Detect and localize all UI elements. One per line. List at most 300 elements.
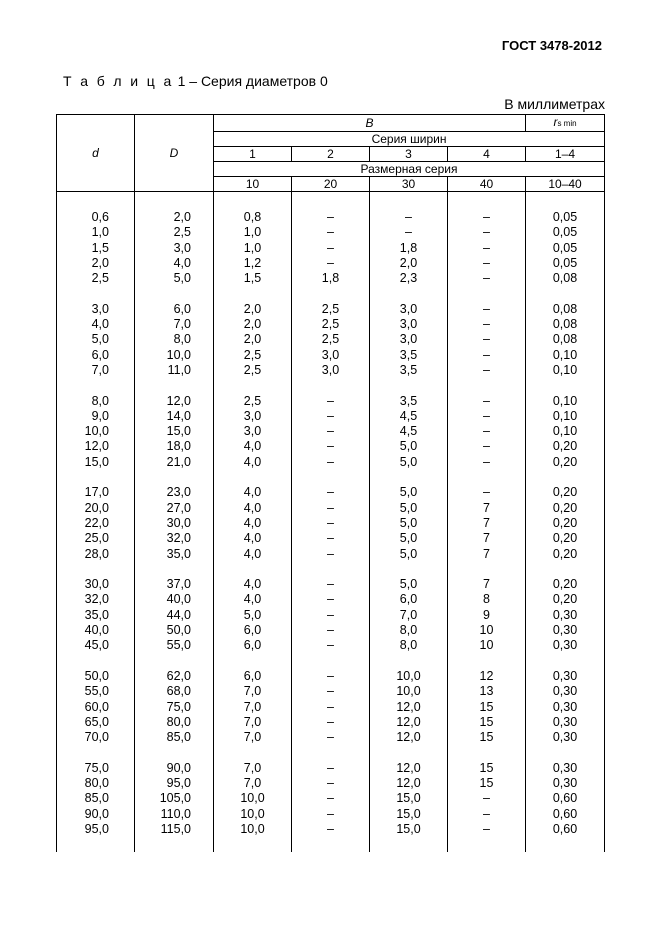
header-d: d <box>57 115 135 192</box>
table-row <box>57 332 605 347</box>
table-row <box>57 822 605 837</box>
cell-d: 2,5 <box>57 271 135 286</box>
cell-d: 1,0 <box>57 225 135 240</box>
cell-B4: 8 <box>448 592 526 607</box>
spacer-cell <box>526 745 605 760</box>
cell-B3: 12,0 <box>370 776 448 791</box>
cell-B3: 15,0 <box>370 791 448 806</box>
spacer-cell <box>292 562 370 577</box>
cell-B3: 3,5 <box>370 348 448 363</box>
cell-D: 27,0 <box>135 501 214 516</box>
cell-B3: 5,0 <box>370 485 448 500</box>
spacer-cell <box>135 470 214 485</box>
cell-d: 20,0 <box>57 501 135 516</box>
cell-d: 15,0 <box>57 455 135 470</box>
spacer-cell <box>57 837 135 852</box>
spacer-cell <box>526 192 605 211</box>
cell-B3: 12,0 <box>370 715 448 730</box>
cell-d: 5,0 <box>57 332 135 347</box>
cell-r-s-min: 0,30 <box>526 776 605 791</box>
cell-B2: – <box>292 715 370 730</box>
cell-B4: 10 <box>448 623 526 638</box>
cell-d: 22,0 <box>57 516 135 531</box>
cell-B2: – <box>292 394 370 409</box>
cell-r-s-min: 0,10 <box>526 348 605 363</box>
cell-B3: 5,0 <box>370 439 448 454</box>
group-spacer-row <box>57 562 605 577</box>
spacer-cell <box>448 654 526 669</box>
cell-B3: 1,8 <box>370 241 448 256</box>
header-width-series-cell: 1–4 <box>526 147 605 162</box>
cell-D: 85,0 <box>135 730 214 745</box>
cell-D: 50,0 <box>135 623 214 638</box>
cell-B2: – <box>292 225 370 240</box>
table-row <box>57 700 605 715</box>
spacer-cell <box>292 745 370 760</box>
cell-B4: 15 <box>448 715 526 730</box>
table-row <box>57 547 605 562</box>
spacer-cell <box>370 286 448 301</box>
header-width-series-cell: 2 <box>292 147 370 162</box>
cell-B1: 4,0 <box>214 455 292 470</box>
cell-B3: 15,0 <box>370 822 448 837</box>
cell-B1: 1,5 <box>214 271 292 286</box>
cell-r-s-min: 0,60 <box>526 822 605 837</box>
spacer-cell <box>448 192 526 211</box>
cell-B3: 6,0 <box>370 592 448 607</box>
cell-B3: 8,0 <box>370 638 448 653</box>
table-row <box>57 761 605 776</box>
cell-B1: 7,0 <box>214 700 292 715</box>
cell-B2: – <box>292 623 370 638</box>
cell-B1: 2,0 <box>214 332 292 347</box>
cell-B3: 8,0 <box>370 623 448 638</box>
cell-B1: 6,0 <box>214 638 292 653</box>
cell-r-s-min: 0,20 <box>526 439 605 454</box>
cell-B3: – <box>370 210 448 225</box>
cell-B1: 3,0 <box>214 409 292 424</box>
spacer-cell <box>214 286 292 301</box>
header-r-sub: s min <box>557 119 577 128</box>
cell-d: 55,0 <box>57 684 135 699</box>
spacer-cell <box>448 286 526 301</box>
spacer-cell <box>135 286 214 301</box>
spacer-cell <box>448 837 526 852</box>
table-row <box>57 638 605 653</box>
cell-D: 105,0 <box>135 791 214 806</box>
table-row <box>57 409 605 424</box>
spacer-cell <box>292 470 370 485</box>
cell-D: 8,0 <box>135 332 214 347</box>
cell-r-s-min: 0,20 <box>526 455 605 470</box>
group-spacer-row <box>57 654 605 669</box>
cell-B1: 2,5 <box>214 394 292 409</box>
cell-B2: 3,0 <box>292 348 370 363</box>
cell-B3: 4,5 <box>370 409 448 424</box>
cell-B1: 6,0 <box>214 623 292 638</box>
cell-B3: 12,0 <box>370 700 448 715</box>
cell-B1: 7,0 <box>214 715 292 730</box>
cell-B2: 2,5 <box>292 302 370 317</box>
cell-B2: – <box>292 501 370 516</box>
table-header <box>57 115 605 192</box>
cell-B3: 5,0 <box>370 577 448 592</box>
cell-B1: 7,0 <box>214 761 292 776</box>
cell-d: 40,0 <box>57 623 135 638</box>
cell-D: 3,0 <box>135 241 214 256</box>
table-row <box>57 241 605 256</box>
group-spacer-row <box>57 192 605 211</box>
group-spacer-row <box>57 745 605 760</box>
cell-B1: 4,0 <box>214 531 292 546</box>
cell-B3: 3,5 <box>370 394 448 409</box>
spacer-cell <box>135 745 214 760</box>
cell-D: 6,0 <box>135 302 214 317</box>
table-row <box>57 210 605 225</box>
cell-B1: 2,0 <box>214 317 292 332</box>
cell-B3: 10,0 <box>370 684 448 699</box>
cell-D: 21,0 <box>135 455 214 470</box>
units-note: В миллиметрах <box>504 96 605 112</box>
cell-B1: 4,0 <box>214 577 292 592</box>
table-row <box>57 424 605 439</box>
cell-B2: 2,5 <box>292 317 370 332</box>
spacer-cell <box>448 470 526 485</box>
table-row <box>57 317 605 332</box>
cell-B3: 5,0 <box>370 501 448 516</box>
table-row <box>57 348 605 363</box>
cell-d: 45,0 <box>57 638 135 653</box>
cell-D: 37,0 <box>135 577 214 592</box>
cell-r-s-min: 0,30 <box>526 623 605 638</box>
cell-B3: 5,0 <box>370 516 448 531</box>
header-dim-series-cell: 10–40 <box>526 177 605 192</box>
cell-r-s-min: 0,30 <box>526 684 605 699</box>
cell-B2: – <box>292 439 370 454</box>
cell-r-s-min: 0,20 <box>526 501 605 516</box>
cell-D: 7,0 <box>135 317 214 332</box>
table-row <box>57 394 605 409</box>
table-row <box>57 577 605 592</box>
cell-B2: – <box>292 669 370 684</box>
cell-D: 80,0 <box>135 715 214 730</box>
cell-B1: 10,0 <box>214 807 292 822</box>
cell-d: 25,0 <box>57 531 135 546</box>
cell-D: 95,0 <box>135 776 214 791</box>
spacer-cell <box>448 562 526 577</box>
cell-B4: – <box>448 822 526 837</box>
table-row <box>57 669 605 684</box>
spacer-cell <box>214 192 292 211</box>
cell-d: 4,0 <box>57 317 135 332</box>
spacer-cell <box>526 286 605 301</box>
header-dim-series-cell: 40 <box>448 177 526 192</box>
group-spacer-row <box>57 470 605 485</box>
spacer-cell <box>526 378 605 393</box>
cell-B1: 4,0 <box>214 439 292 454</box>
cell-r-s-min: 0,05 <box>526 225 605 240</box>
cell-B2: – <box>292 210 370 225</box>
cell-D: 30,0 <box>135 516 214 531</box>
cell-r-s-min: 0,10 <box>526 409 605 424</box>
cell-B2: – <box>292 761 370 776</box>
spacer-cell <box>292 837 370 852</box>
cell-d: 35,0 <box>57 608 135 623</box>
cell-B4: – <box>448 409 526 424</box>
table-row <box>57 363 605 378</box>
header-B: B <box>214 115 526 132</box>
table-row <box>57 592 605 607</box>
spacer-cell <box>135 837 214 852</box>
cell-r-s-min: 0,30 <box>526 715 605 730</box>
cell-d: 85,0 <box>57 791 135 806</box>
spacer-cell <box>526 654 605 669</box>
cell-r-s-min: 0,10 <box>526 363 605 378</box>
spacer-cell <box>135 192 214 211</box>
header-D: D <box>135 115 214 192</box>
cell-B3: 3,5 <box>370 363 448 378</box>
cell-B3: 3,0 <box>370 332 448 347</box>
table-tail-row <box>57 837 605 852</box>
cell-B1: 1,0 <box>214 241 292 256</box>
table-row <box>57 776 605 791</box>
cell-B2: – <box>292 577 370 592</box>
cell-B3: 2,0 <box>370 256 448 271</box>
cell-B4: 7 <box>448 531 526 546</box>
cell-B1: 2,5 <box>214 348 292 363</box>
table-caption-label: Т а б л и ц а <box>63 73 174 89</box>
cell-B2: 3,0 <box>292 363 370 378</box>
spacer-cell <box>526 562 605 577</box>
spacer-cell <box>526 470 605 485</box>
cell-r-s-min: 0,30 <box>526 638 605 653</box>
cell-d: 7,0 <box>57 363 135 378</box>
spacer-cell <box>370 562 448 577</box>
cell-d: 10,0 <box>57 424 135 439</box>
cell-r-s-min: 0,05 <box>526 256 605 271</box>
cell-B3: 5,0 <box>370 531 448 546</box>
table-row <box>57 302 605 317</box>
cell-B4: 7 <box>448 516 526 531</box>
table-row <box>57 730 605 745</box>
spacer-cell <box>448 378 526 393</box>
spacer-cell <box>292 378 370 393</box>
header-width-series-cell: 4 <box>448 147 526 162</box>
cell-D: 68,0 <box>135 684 214 699</box>
cell-B4: – <box>448 485 526 500</box>
cell-B2: 1,8 <box>292 271 370 286</box>
spacer-cell <box>57 562 135 577</box>
cell-d: 30,0 <box>57 577 135 592</box>
cell-r-s-min: 0,05 <box>526 241 605 256</box>
cell-D: 15,0 <box>135 424 214 439</box>
cell-B1: 7,0 <box>214 776 292 791</box>
cell-D: 11,0 <box>135 363 214 378</box>
spacer-cell <box>214 470 292 485</box>
cell-B2: – <box>292 730 370 745</box>
spacer-cell <box>57 745 135 760</box>
header-r-main: r <box>553 115 558 129</box>
cell-B1: 10,0 <box>214 822 292 837</box>
cell-r-s-min: 0,05 <box>526 210 605 225</box>
cell-B4: 15 <box>448 730 526 745</box>
cell-r-s-min: 0,20 <box>526 577 605 592</box>
cell-B3: 4,5 <box>370 424 448 439</box>
spacer-cell <box>214 562 292 577</box>
cell-B2: – <box>292 684 370 699</box>
header-r-s-min <box>526 115 605 132</box>
table-row <box>57 531 605 546</box>
cell-B3: 10,0 <box>370 669 448 684</box>
table-row <box>57 791 605 806</box>
cell-B4: – <box>448 455 526 470</box>
table-caption-title: 1 – Серия диаметров 0 <box>173 73 328 89</box>
header-row-1 <box>57 115 605 132</box>
cell-B2: – <box>292 485 370 500</box>
table-row <box>57 501 605 516</box>
cell-B4: 13 <box>448 684 526 699</box>
cell-d: 50,0 <box>57 669 135 684</box>
cell-B1: 7,0 <box>214 730 292 745</box>
cell-B4: – <box>448 256 526 271</box>
cell-d: 2,0 <box>57 256 135 271</box>
cell-r-s-min: 0,08 <box>526 332 605 347</box>
cell-r-s-min: 0,20 <box>526 547 605 562</box>
cell-B3: 15,0 <box>370 807 448 822</box>
cell-d: 1,5 <box>57 241 135 256</box>
spacer-cell <box>57 192 135 211</box>
cell-d: 60,0 <box>57 700 135 715</box>
cell-d: 28,0 <box>57 547 135 562</box>
cell-B3: – <box>370 225 448 240</box>
table-row <box>57 623 605 638</box>
table-row <box>57 608 605 623</box>
cell-d: 3,0 <box>57 302 135 317</box>
cell-D: 35,0 <box>135 547 214 562</box>
cell-d: 95,0 <box>57 822 135 837</box>
cell-d: 80,0 <box>57 776 135 791</box>
cell-B3: 3,0 <box>370 317 448 332</box>
cell-B4: – <box>448 807 526 822</box>
cell-D: 75,0 <box>135 700 214 715</box>
table-row <box>57 715 605 730</box>
cell-r-s-min: 0,30 <box>526 669 605 684</box>
cell-D: 12,0 <box>135 394 214 409</box>
spacer-cell <box>57 378 135 393</box>
cell-B4: 7 <box>448 501 526 516</box>
cell-B4: – <box>448 394 526 409</box>
table-row <box>57 271 605 286</box>
spacer-cell <box>57 654 135 669</box>
group-spacer-row <box>57 286 605 301</box>
spacer-cell <box>292 286 370 301</box>
cell-B3: 7,0 <box>370 608 448 623</box>
cell-d: 32,0 <box>57 592 135 607</box>
cell-D: 10,0 <box>135 348 214 363</box>
cell-D: 32,0 <box>135 531 214 546</box>
cell-B1: 10,0 <box>214 791 292 806</box>
table-row <box>57 439 605 454</box>
cell-B3: 5,0 <box>370 547 448 562</box>
cell-B1: 4,0 <box>214 547 292 562</box>
cell-B3: 3,0 <box>370 302 448 317</box>
cell-d: 17,0 <box>57 485 135 500</box>
cell-B4: 7 <box>448 577 526 592</box>
cell-B3: 12,0 <box>370 761 448 776</box>
cell-B3: 5,0 <box>370 455 448 470</box>
cell-B2: – <box>292 424 370 439</box>
table-row <box>57 807 605 822</box>
header-dim-series-cell: 20 <box>292 177 370 192</box>
cell-B4: – <box>448 225 526 240</box>
spacer-cell <box>57 286 135 301</box>
cell-d: 9,0 <box>57 409 135 424</box>
cell-B1: 1,2 <box>214 256 292 271</box>
cell-B4: – <box>448 348 526 363</box>
spacer-cell <box>370 378 448 393</box>
cell-r-s-min: 0,10 <box>526 394 605 409</box>
cell-B3: 12,0 <box>370 730 448 745</box>
spacer-cell <box>370 192 448 211</box>
cell-D: 62,0 <box>135 669 214 684</box>
cell-B4: – <box>448 210 526 225</box>
cell-B4: – <box>448 271 526 286</box>
cell-B1: 7,0 <box>214 684 292 699</box>
table-body <box>57 192 605 853</box>
cell-B2: – <box>292 516 370 531</box>
cell-B1: 0,8 <box>214 210 292 225</box>
cell-B2: – <box>292 700 370 715</box>
cell-D: 23,0 <box>135 485 214 500</box>
spacer-cell <box>370 654 448 669</box>
spacer-cell <box>135 378 214 393</box>
cell-B2: – <box>292 592 370 607</box>
cell-B2: – <box>292 455 370 470</box>
cell-r-s-min: 0,20 <box>526 531 605 546</box>
cell-D: 90,0 <box>135 761 214 776</box>
group-spacer-row <box>57 378 605 393</box>
spacer-cell <box>214 745 292 760</box>
spacer-cell <box>214 837 292 852</box>
header-width-series-cell: 1 <box>214 147 292 162</box>
cell-B1: 4,0 <box>214 592 292 607</box>
bearing-dimensions-table <box>56 114 605 852</box>
spacer-cell <box>370 470 448 485</box>
spacer-cell <box>526 837 605 852</box>
cell-D: 18,0 <box>135 439 214 454</box>
cell-B1: 2,0 <box>214 302 292 317</box>
cell-D: 14,0 <box>135 409 214 424</box>
cell-r-s-min: 0,30 <box>526 700 605 715</box>
table-row <box>57 455 605 470</box>
table-row <box>57 516 605 531</box>
cell-B2: – <box>292 531 370 546</box>
spacer-cell <box>292 192 370 211</box>
cell-B2: – <box>292 409 370 424</box>
cell-B4: – <box>448 302 526 317</box>
cell-B2: – <box>292 807 370 822</box>
cell-D: 55,0 <box>135 638 214 653</box>
cell-B1: 4,0 <box>214 485 292 500</box>
cell-d: 0,6 <box>57 210 135 225</box>
cell-d: 65,0 <box>57 715 135 730</box>
table-row <box>57 225 605 240</box>
table-row <box>57 684 605 699</box>
cell-r-s-min: 0,30 <box>526 761 605 776</box>
cell-d: 6,0 <box>57 348 135 363</box>
spacer-cell <box>292 654 370 669</box>
cell-B1: 6,0 <box>214 669 292 684</box>
